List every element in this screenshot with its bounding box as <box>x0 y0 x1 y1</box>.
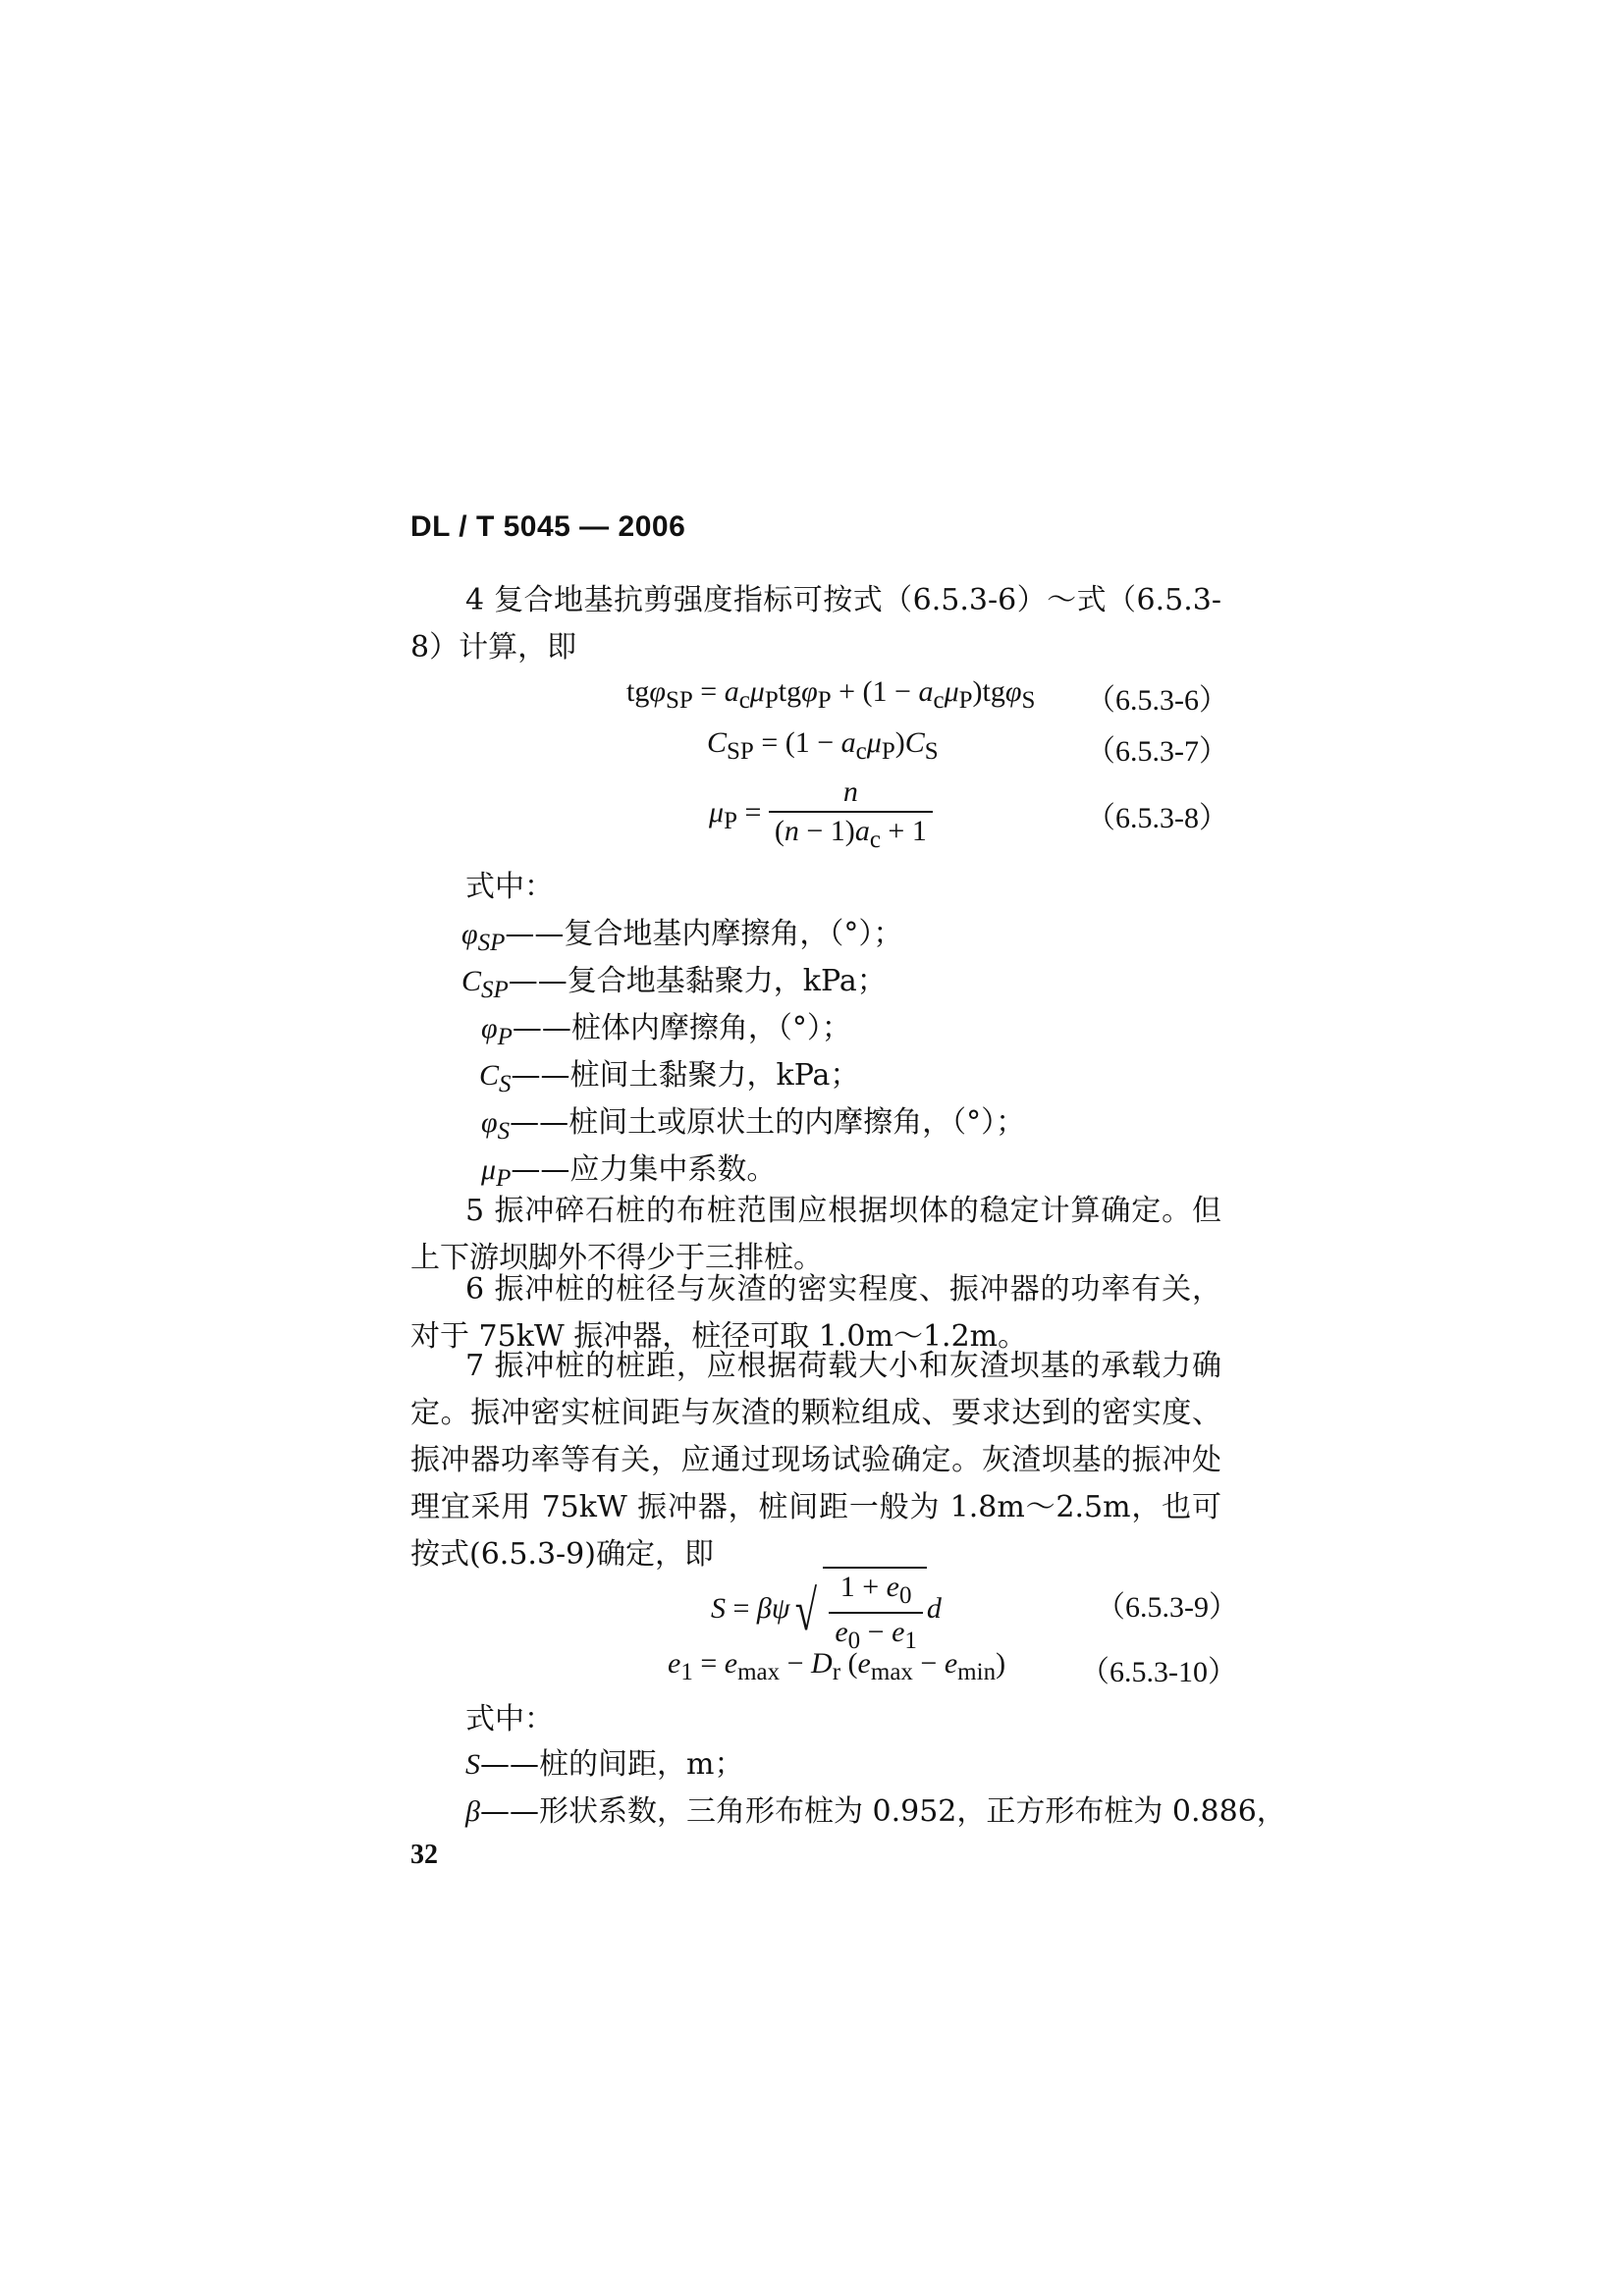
definition-symbol: $\varphi_{SP}$ <box>461 918 506 956</box>
equation-number: （6.5.3-7） <box>1086 735 1228 768</box>
definition-symbol: $\mu_P$ <box>481 1153 512 1192</box>
equation-6-5-3-7: $C_{SP} = (1 - a_c\mu_P)C_S$ <box>707 726 939 765</box>
definition-text: ——桩体内摩擦角，（°）； <box>512 1011 851 1045</box>
definition-item <box>465 1739 743 1783</box>
definition-item <box>465 1787 1286 1830</box>
equation-number: （6.5.3-10） <box>1080 1656 1237 1688</box>
definition-symbol: β <box>465 1795 480 1828</box>
equation-number: （6.5.3-9） <box>1096 1591 1238 1624</box>
where-label: 式中： <box>465 1702 554 1736</box>
definition-text: ——复合地基黏聚力，kPa； <box>508 964 887 998</box>
equation-number: （6.5.3-8） <box>1086 802 1228 834</box>
definition-symbol: $\varphi_P$ <box>481 1012 513 1050</box>
item-5-paragraph: 5 振冲碎石桩的布桩范围应根据坝体的稳定计算确定。但上下游坝脚外不得少于三排桩。 <box>410 1194 1221 1275</box>
definition-text: ——桩间土黏聚力，kPa； <box>511 1058 860 1093</box>
definition-item <box>461 956 887 1004</box>
standard-code-header: DL / T 5045 — 2006 <box>410 510 686 543</box>
definition-symbol: $C_{SP}$ <box>461 965 509 1003</box>
equation-6-5-3-6: $tg\varphi_{SP} = a_c\mu_Ptg\varphi_P + (1 - a_c\mu_P)tg\varphi_S$ <box>626 675 1036 714</box>
where-label: 式中： <box>465 870 554 904</box>
equation-6-5-3-8: $\mu_P$ = $\frac{n}{(n - 1)a_c + 1}$ <box>709 775 933 854</box>
definition-item <box>461 909 902 957</box>
definition-symbol: S <box>465 1748 480 1781</box>
definition-item <box>481 1145 776 1193</box>
item-7-paragraph: 7 振冲桩的桩距，应根据荷载大小和灰渣坝基的承载力确定。振冲密实桩间距与灰渣的颗粒组成、要求达到的密实度、振冲器功率等有关，应通过现场试验确定。灰渣坝基的振冲处理宜采用 75kW 振冲器，桩间距一般为 1.8m～2.5m，也可按式(6.5.3-9)确定，即 <box>410 1349 1221 1572</box>
definition-text: ——形状系数，三角形布桩为 0.952，正方形布桩为 0.886， <box>479 1794 1286 1829</box>
definition-text: ——应力集中系数。 <box>511 1152 777 1187</box>
definition-symbol: $C_S$ <box>479 1059 512 1097</box>
definition-item <box>481 1097 1025 1146</box>
definition-text: ——桩的间距，m； <box>480 1747 744 1782</box>
definition-text: ——桩间土或原状土的内摩擦角，（°）； <box>510 1105 1026 1140</box>
equation-6-5-3-10: $e_1 = e_{max} - D_r$ $(e_{max} - e_{min})$ <box>668 1647 1006 1685</box>
definition-text: ——复合地基内摩擦角，（°）； <box>505 917 903 951</box>
definition-symbol: $\varphi_S$ <box>481 1106 511 1145</box>
page-number: 32 <box>410 1840 438 1870</box>
equation-6-5-3-9: S = βψ√ $\frac{1 + e_0}{e_0 - e_1}$ d <box>711 1567 942 1655</box>
item-6-paragraph: 6 振冲桩的桩径与灰渣的密实程度、振冲器的功率有关，对于 75kW 振冲器，桩径可取 1.0m～1.2m。 <box>410 1272 1221 1354</box>
item-4-paragraph: 4 复合地基抗剪强度指标可按式（6.5.3-6）～式（6.5.3-8）计算，即 <box>410 583 1221 665</box>
equation-number: （6.5.3-6） <box>1086 684 1228 717</box>
definition-item <box>479 1050 859 1098</box>
definition-item <box>481 1003 851 1051</box>
